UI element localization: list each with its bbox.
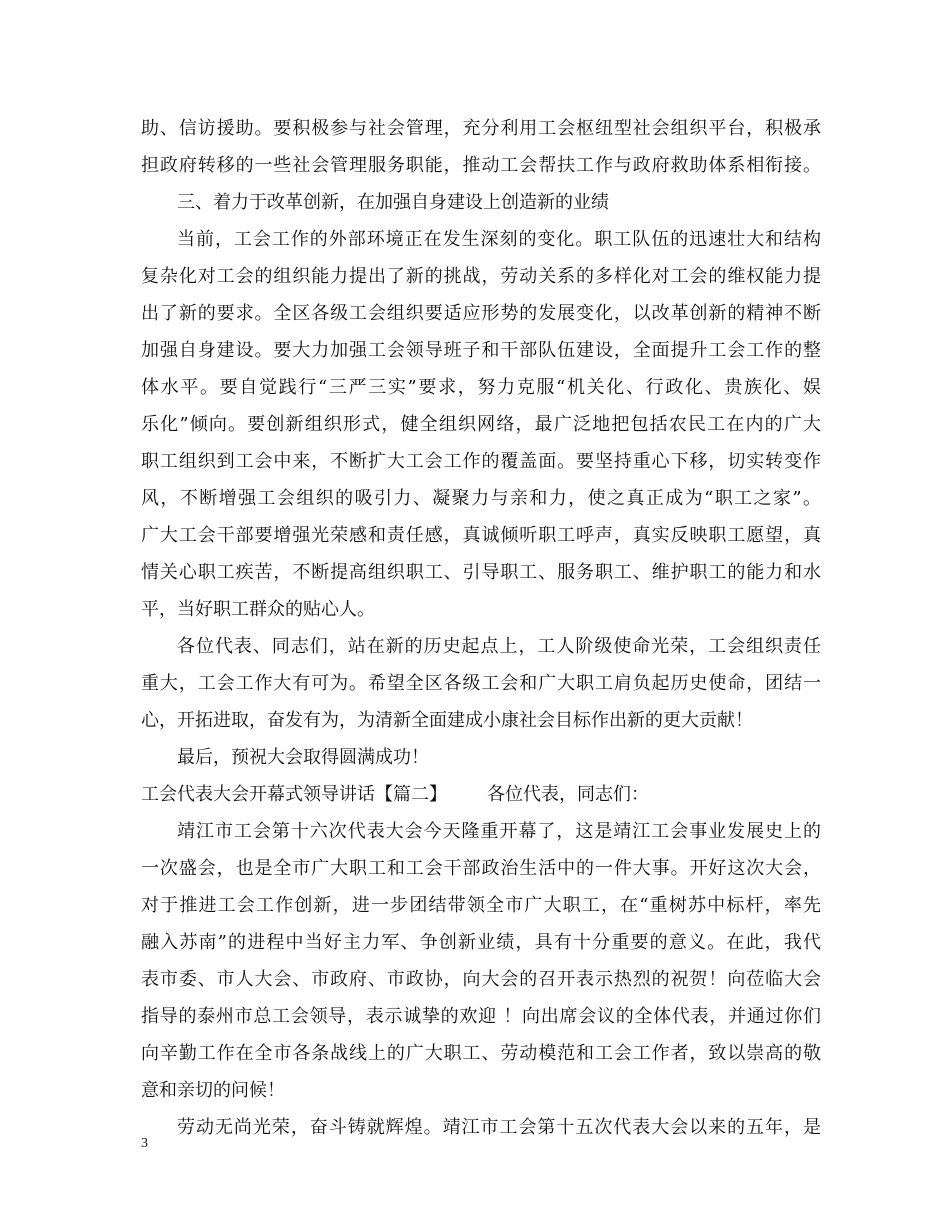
text-line: 加强自身建设。要大力加强工会领导班子和干部队伍建设，全面提升工会工作的整 [141, 340, 821, 361]
text-line: 体水平。要自觉践行“三严三实”要求，努力克服“机关化、行政化、贵族化、娱 [141, 377, 821, 398]
text-line: 融入苏南”的进程中当好主力军、争创新业绩，具有十分重要的意义。在此，我代 [141, 932, 821, 953]
text-line: 对于推进工会工作创新，进一步团结带领全市广大职工，在“重树苏中标杆，率先 [141, 895, 821, 916]
paragraph-block-after [141, 813, 821, 1146]
paragraph-block-before [141, 110, 821, 776]
text-line: 复杂化对工会的组织能力提出了新的挑战，劳动关系的多样化对工会的维权能力提 [141, 266, 821, 287]
text-line: 心，开拓进取，奋发有为，为清新全面建成小康社会目标作出新的更大贡献！ [141, 710, 753, 731]
text-line: 表市委、市人大会、市政府、市政协，向大会的召开表示热烈的祝贺！向莅临大会 [141, 969, 821, 990]
text-line: 职工组织到工会中来，不断扩大工会工作的覆盖面。要坚持重心下移，切实转变作 [141, 451, 821, 472]
text-line: 当前，工会工作的外部环境正在发生深刻的变化。职工队伍的迅速壮大和结构 [177, 229, 821, 250]
text-line: 担政府转移的一些社会管理服务职能，推动工会帮扶工作与政府救助体系相衔接。 [141, 155, 821, 176]
text-line: 情关心职工疾苦，不断提高组织职工、引导职工、服务职工、维护职工的能力和水 [141, 562, 821, 583]
document-body [141, 110, 821, 1146]
section-greeting: 各位代表，同志们： [487, 784, 649, 805]
section-title: 工会代表大会开幕式领导讲话【篇二】 [141, 784, 447, 805]
text-line: 出了新的要求。全区各级工会组织要适应形势的发展变化，以改革创新的精神不断 [141, 303, 821, 324]
text-line: 三、着力于改革创新，在加强自身建设上创造新的业绩 [177, 192, 609, 213]
text-line: 意和亲切的问候！ [141, 1080, 285, 1101]
text-line: 重大，工会工作大有可为。希望全区各级工会和广大职工肩负起历史使命，团结一 [141, 673, 821, 694]
page-number: 3 [141, 1136, 148, 1151]
text-line: 助、信访援助。要积极参与社会管理，充分利用工会枢纽型社会组织平台，积极承 [141, 118, 821, 139]
text-line: 最后，预祝大会取得圆满成功！ [177, 747, 429, 768]
text-line: 一次盛会，也是全市广大职工和工会干部政治生活中的一件大事。开好这次大会， [141, 858, 821, 879]
text-line: 乐化”倾向。要创新组织形式，健全组织网络，最广泛地把包括农民工在内的广大 [141, 414, 821, 435]
text-line: 各位代表、同志们，站在新的历史起点上，工人阶级使命光荣，工会组织责任 [177, 636, 821, 657]
section-heading [141, 776, 821, 813]
text-line: 风，不断增强工会组织的吸引力、凝聚力与亲和力，使之真正成为“职工之家”。 [141, 488, 821, 509]
text-line: 向辛勤工作在全市各条战线上的广大职工、劳动模范和工会工作者，致以崇高的敬 [141, 1043, 821, 1064]
text-line: 劳动无尚光荣，奋斗铸就辉煌。靖江市工会第十五次代表大会以来的五年，是 [177, 1117, 821, 1138]
text-line: 靖江市工会第十六次代表大会今天隆重开幕了，这是靖江工会事业发展史上的 [177, 821, 821, 842]
text-line: 平，当好职工群众的贴心人。 [141, 599, 375, 620]
text-line: 广大工会干部要增强光荣感和责任感，真诚倾听职工呼声，真实反映职工愿望，真 [141, 525, 821, 546]
text-line: 指导的泰州市总工会领导，表示诚挚的欢迎 ！向出席会议的全体代表，并通过你们 [141, 1006, 821, 1027]
